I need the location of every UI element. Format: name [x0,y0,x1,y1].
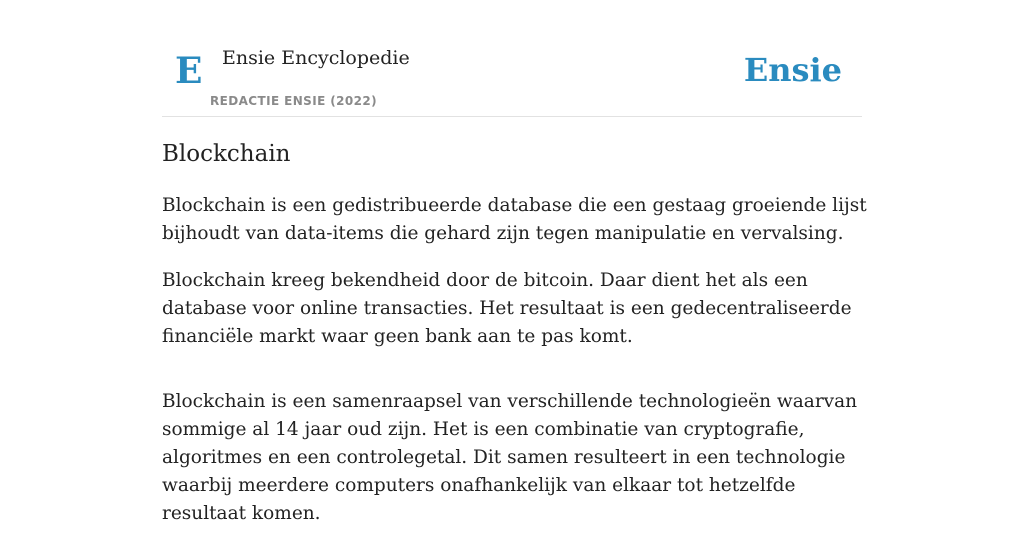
article-paragraph: Blockchain kreeg bekendheid door de bitcoin. Daar dient het als een database voor online transacties. Het resultaat is een gedecentraliseerde financiële markt waar geen bank aan te pas komt. [162,270,852,347]
article-paragraph: Blockchain is een samenraapsel van verschillende technologieën waarvan sommige al 14 jaar oud zijn. Het is een combinatie van cryptografie, algoritmes en een controlegetal. Dit samen resulteert in een technologie waarbij meerdere computers onafhankelijk van elkaar tot hetzelfde resultaat komen. [162,391,858,524]
author-byline: REDACTIE ENSIE (2022) [210,94,378,108]
article-paragraph: Blockchain is een gedistribueerde database die een gestaag groeiende lijst bijhoudt van data-items die gehard zijn tegen manipulatie en vervalsing. [162,195,867,244]
article-title: Blockchain [162,141,291,167]
page-header [162,0,862,117]
brand-logo[interactable]: Ensie [743,51,842,89]
ensie-logo-icon[interactable]: E [175,50,203,92]
site-name-link[interactable]: Ensie Encyclopedie [222,47,410,69]
article-body [162,136,868,547]
